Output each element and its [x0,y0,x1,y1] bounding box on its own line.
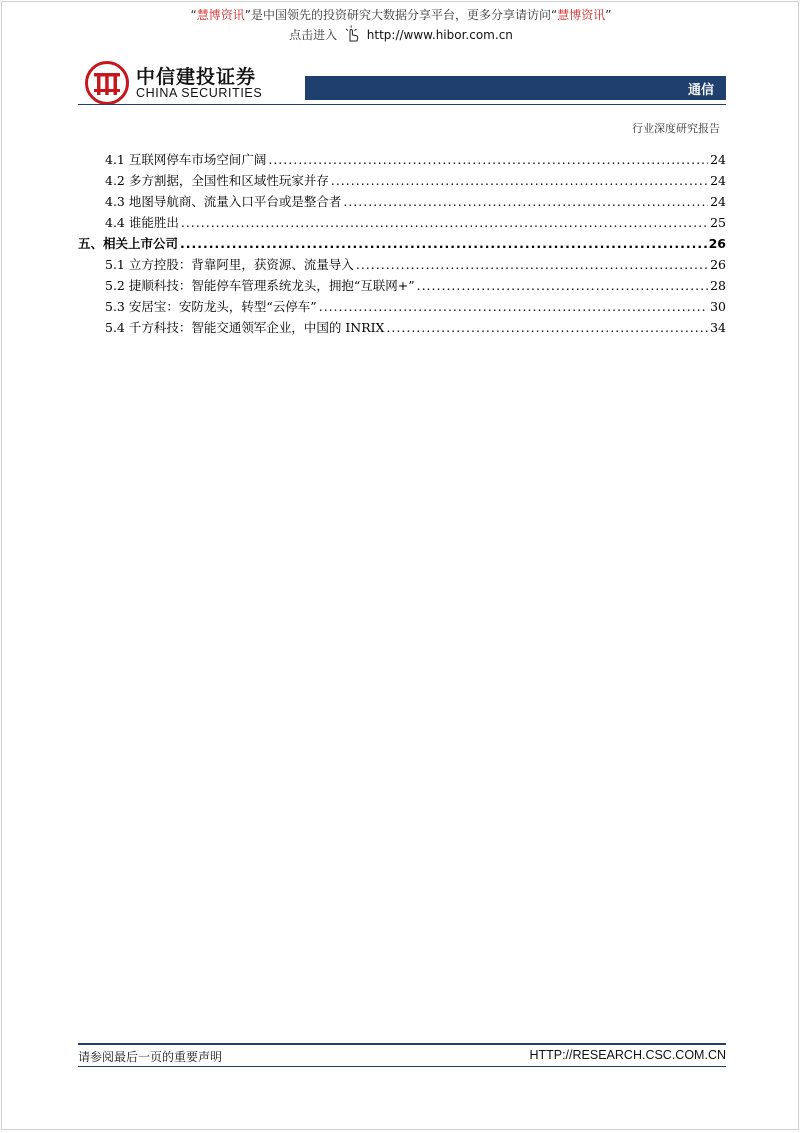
promo-quote-close: ” [605,8,612,22]
toc-entry-title: 5.4 千方科技：智能交通领军企业，中国的 INRIX [105,320,385,335]
promo-click-label: 点击进入 [289,28,338,42]
toc-entry[interactable] [78,150,726,171]
toc-page-number: 26 [710,257,726,272]
toc-entry-title: 5.2 捷顺科技：智能停车管理系统龙头，拥抱“互联网+” [105,278,415,293]
toc-entry-title: 4.1 互联网停车市场空间广阔 [105,152,267,167]
toc-entry-title: 5.3 安居宝：安防龙头，转型“云停车” [105,299,317,314]
promo-banner [0,6,802,23]
toc-page-number: 24 [710,194,726,209]
promo-brand: 慧博资讯 [196,8,245,22]
toc-leader-dots [181,215,708,230]
toc-leader-dots [343,194,708,209]
promo-text: ”是中国领先的投资研究大数据分享平台，更多分享请访问“ [244,8,558,22]
toc-page-number: 30 [710,299,726,314]
toc-page-number: 24 [710,173,726,188]
table-of-contents [78,150,726,339]
toc-entry[interactable] [78,213,726,234]
header-divider [78,104,726,105]
toc-page-number: 24 [710,152,726,167]
toc-page-number: 25 [710,215,726,230]
promo-brand-2: 慧博资讯 [557,8,606,22]
logo-chinese-name: 中信建投证券 [136,66,257,88]
toc-entry[interactable] [78,297,726,318]
toc-leader-dots [319,299,708,314]
pointer-hand-icon [343,25,361,43]
report-type-label: 行业深度研究报告 [632,122,720,135]
toc-entry-title: 4.3 地图导航商、流量入口平台或是整合者 [105,194,342,209]
toc-leader-dots [331,173,708,188]
promo-link-line [0,25,802,43]
toc-entry-title: 5.1 立方控股：背靠阿里，获资源、流量导入 [105,257,354,272]
toc-page-number: 26 [708,236,726,251]
toc-leader-dots [356,257,708,272]
citic-logo-icon [85,61,129,105]
promo-quote-open: “ [190,8,197,22]
toc-leader-dots [180,236,707,251]
toc-entry[interactable] [78,171,726,192]
toc-leader-dots [417,278,708,293]
toc-leader-dots [268,152,708,167]
footer-url-link[interactable]: HTTP://RESEARCH.CSC.COM.CN [529,1048,726,1062]
toc-entry[interactable] [78,192,726,213]
footer-disclaimer: 请参阅最后一页的重要声明 [78,1050,223,1064]
toc-section-title: 五、相关上市公司 [78,236,179,251]
toc-entry[interactable] [78,276,726,297]
sector-label: 通信 [687,83,714,98]
footer-bottom-divider [78,1066,726,1067]
promo-url-link[interactable]: http://www.hibor.com.cn [366,28,513,42]
toc-section-entry[interactable] [78,234,726,255]
toc-entry-title: 4.4 谁能胜出 [105,215,179,230]
toc-leader-dots [386,320,708,335]
toc-entry[interactable] [78,255,726,276]
logo-english-name: CHINA SECURITIES [136,86,263,100]
header-sector-bar [305,76,726,100]
toc-page-number: 28 [710,278,726,293]
toc-page-number: 34 [710,320,726,335]
toc-entry[interactable] [78,318,726,339]
footer-divider [78,1043,726,1045]
toc-entry-title: 4.2 多方割据，全国性和区域性玩家并存 [105,173,329,188]
